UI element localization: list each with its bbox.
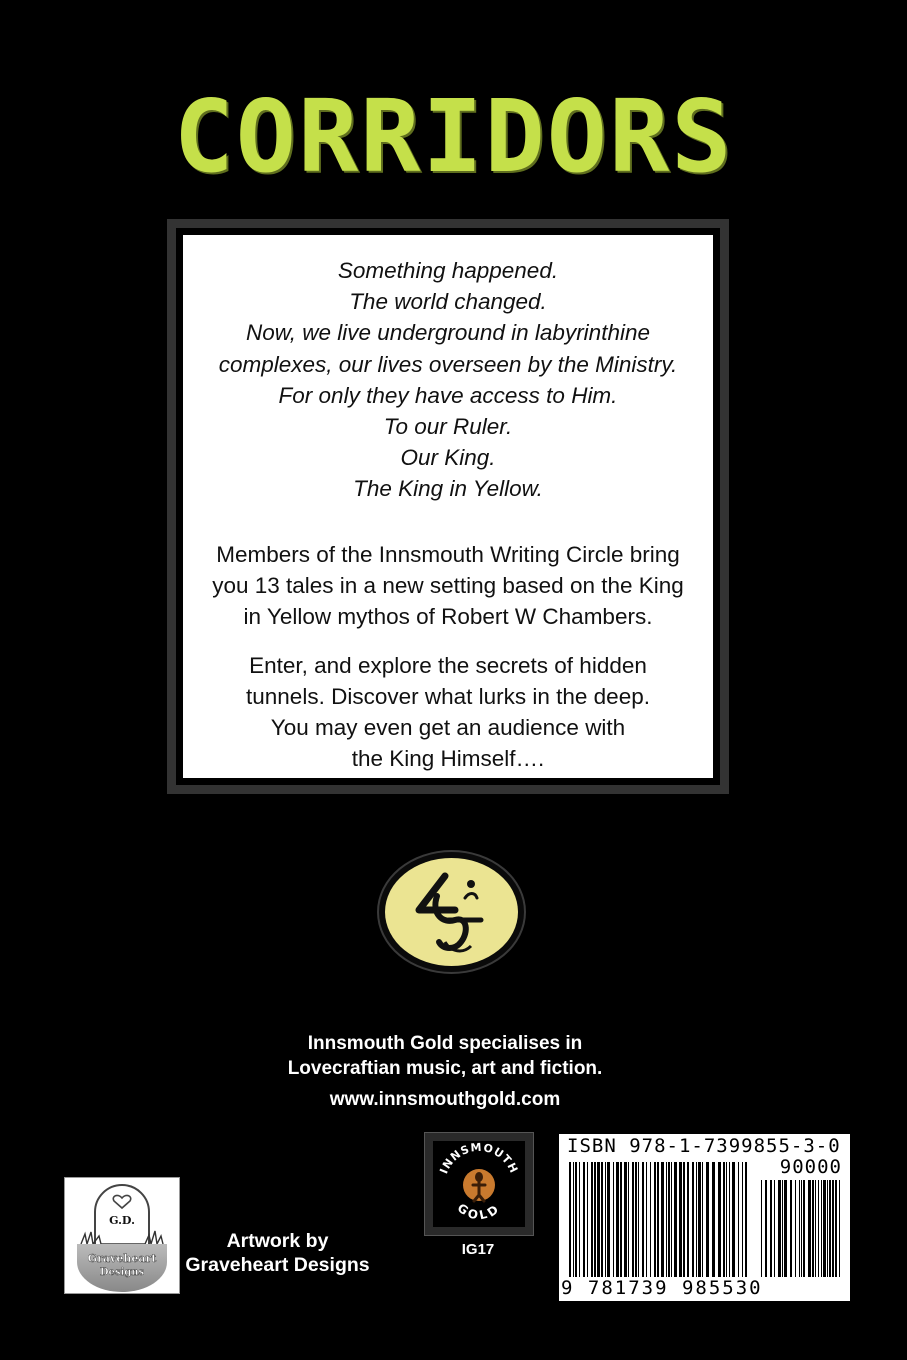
blurb-line: you 13 tales in a new setting based on the King bbox=[212, 572, 684, 598]
yellow-sign-emblem bbox=[377, 850, 526, 974]
publisher-code: IG17 bbox=[461, 1241, 495, 1258]
yellow-sign-icon bbox=[385, 858, 518, 966]
poem-line: To our Ruler. bbox=[383, 414, 513, 440]
poem-line: For only they have access to Him. bbox=[278, 382, 618, 408]
poem-line: Our King. bbox=[400, 445, 496, 471]
tombstone-heart-icon bbox=[65, 1178, 179, 1293]
isbn-barcode bbox=[559, 1134, 850, 1301]
artwork-line: Artwork by bbox=[226, 1230, 329, 1252]
graveheart-logo bbox=[64, 1177, 180, 1294]
blurb-line: Members of the Innsmouth Writing Circle bring bbox=[216, 541, 680, 567]
blurb-panel-inner bbox=[183, 235, 713, 778]
book-title: CORRIDORS bbox=[173, 78, 734, 195]
publisher-tagline bbox=[0, 1031, 890, 1081]
blurb-panel bbox=[176, 228, 720, 785]
tagline-line: Lovecraftian music, art and fiction. bbox=[287, 1058, 603, 1079]
artwork-line: Graveheart Designs bbox=[185, 1254, 370, 1276]
barcode-digits: 9 781739 985530 bbox=[561, 1277, 763, 1299]
price-code: 90000 bbox=[779, 1156, 842, 1178]
blurb-paragraph-1 bbox=[183, 539, 713, 632]
blurb-line: the King Himself…. bbox=[351, 745, 545, 771]
poem-line: complexes, our lives overseen by the Ministry. bbox=[218, 351, 678, 377]
publisher-logo-top: INNSMOUTH bbox=[437, 1140, 521, 1176]
blurb-line: Enter, and explore the secrets of hidden bbox=[249, 652, 647, 678]
blurb-line: in Yellow mythos of Robert W Chambers. bbox=[243, 603, 653, 629]
gd-name-line-1: Graveheart bbox=[87, 1252, 157, 1265]
innsmouth-gold-logo bbox=[424, 1132, 534, 1236]
poem-line: Now, we live underground in labyrinthine bbox=[246, 320, 650, 346]
poem-line: The King in Yellow. bbox=[353, 476, 543, 502]
tagline-line: Innsmouth Gold specialises in bbox=[307, 1033, 583, 1054]
isbn-number: ISBN 978-1-7399855-3-0 bbox=[567, 1135, 841, 1157]
blurb-line: You may even get an audience with bbox=[270, 714, 626, 740]
artwork-credit bbox=[180, 1229, 375, 1277]
publisher-logo-bottom: GOLD bbox=[454, 1200, 504, 1223]
gd-name-line-2: Designs bbox=[99, 1267, 145, 1278]
gd-initials: G.D. bbox=[109, 1214, 135, 1227]
poem bbox=[183, 255, 713, 505]
blurb-line: tunnels. Discover what lurks in the deep. bbox=[246, 683, 650, 709]
blurb-paragraph-2 bbox=[183, 650, 713, 774]
publisher-url: www.innsmouthgold.com bbox=[329, 1089, 561, 1110]
innsmouth-gold-figure-icon bbox=[463, 1169, 495, 1201]
poem-line: Something happened. bbox=[337, 258, 559, 283]
poem-line: The world changed. bbox=[349, 289, 547, 315]
barcode-bars bbox=[559, 1134, 850, 1301]
